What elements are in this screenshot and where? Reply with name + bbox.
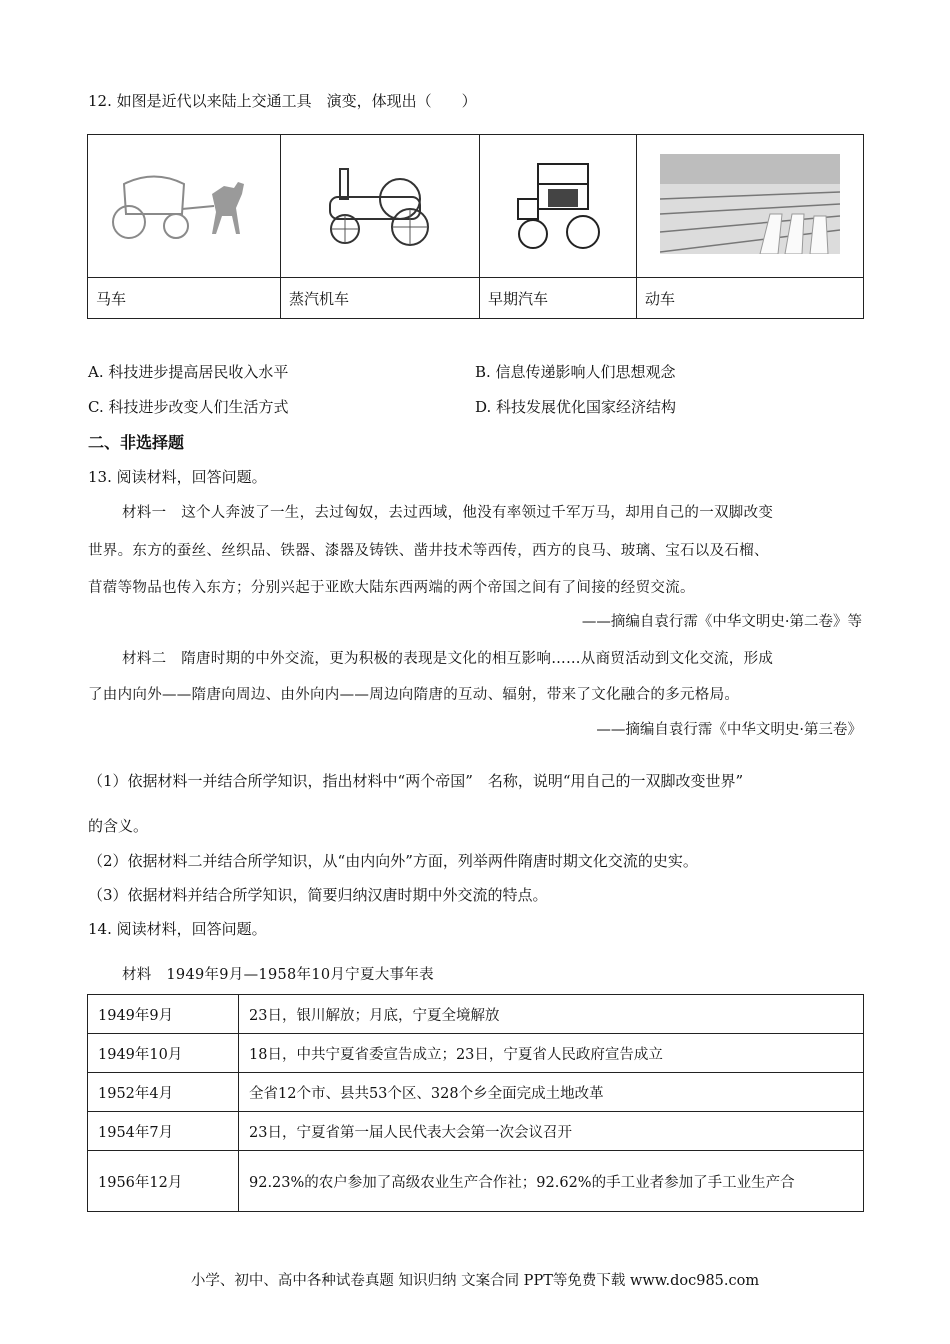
material-1-source: ——摘编自袁行霈《中华文明史·第二卷》等 <box>581 614 862 630</box>
event-date: 1949年9月 <box>88 995 239 1034</box>
sub-question-2: （2）依据材料二并结合所学知识，从“由内向外”方面，列举两件隋唐时期文化交流的史实。 <box>88 852 698 870</box>
vehicle-label: 马车 <box>88 278 281 319</box>
table-row <box>88 1034 864 1073</box>
steam-engine-icon <box>300 159 460 249</box>
question-12-stem: 12. 如图是近代以来陆上交通工具 演变，体现出（ ） <box>88 92 477 110</box>
sub-question-1-cont: 的含义。 <box>88 817 149 835</box>
option-b: B. 信息传递影响人们思想观念 <box>475 363 676 381</box>
page-footer: 小学、初中、高中各种试卷真题 知识归纳 文案合同 PPT等免费下载 www.doc985.com <box>190 1273 760 1289</box>
event-desc: 全省12个市、县共53个区、328个乡全面完成土地改革 <box>239 1073 864 1112</box>
table-title: 材料 1949年9月—1958年10月宁夏大事年表 <box>122 967 434 983</box>
event-date: 1952年4月 <box>88 1073 239 1112</box>
vehicle-label: 早期汽车 <box>480 278 637 319</box>
event-desc: 92.23%的农户参加了高级农业生产合作社；92.62%的手工业者参加了手工业生产合 <box>239 1151 864 1212</box>
option-c: C. 科技进步改变人们生活方式 <box>88 398 289 416</box>
material-1-line: 世界。东方的蚕丝、丝织品、铁器、漆器及铸铁、凿井技术等西传，西方的良马、玻璃、宝石以及石榴、 <box>88 543 769 559</box>
option-a: A. 科技进步提高居民收入水平 <box>88 363 289 381</box>
event-date: 1954年7月 <box>88 1112 239 1151</box>
material-2-source: ——摘编自袁行霈《中华文明史·第三卷》 <box>596 722 862 738</box>
vehicle-label: 动车 <box>637 278 864 319</box>
question-13-stem: 13. 阅读材料，回答问题。 <box>88 468 267 486</box>
vehicle-label: 蒸汽机车 <box>281 278 480 319</box>
material-1-line: 材料一 这个人奔波了一生，去过匈奴，去过西域，他没有率领过千军万马，却用自己的一双脚改变 <box>122 505 774 521</box>
material-2-line: 材料二 隋唐时期的中外交流，更为积极的表现是文化的相互影响……从商贸活动到文化交流，形成 <box>122 651 774 667</box>
vehicles-table <box>87 134 864 319</box>
option-d: D. 科技发展优化国家经济结构 <box>475 398 677 416</box>
bullet-train-cell <box>637 135 864 278</box>
question-14-stem: 14. 阅读材料，回答问题。 <box>88 920 267 938</box>
sub-question-3: （3）依据材料并结合所学知识，简要归纳汉唐时期中外交流的特点。 <box>88 886 548 904</box>
event-desc: 23日，银川解放；月底，宁夏全境解放 <box>239 995 864 1034</box>
carriage-icon <box>104 164 264 244</box>
section-title: 二、非选择题 <box>88 433 185 452</box>
table-row <box>88 1112 864 1151</box>
material-1-line: 苜蓿等物品也传入东方；分别兴起于亚欧大陆东西两端的两个帝国之间有了间接的经贸交流。 <box>88 580 695 596</box>
material-2-line: 了由内向外——隋唐向周边、由外向内——周边向隋唐的互动、辐射，带来了文化融合的多元格局。 <box>88 687 740 703</box>
carriage-cell <box>88 135 281 278</box>
early-car-icon <box>498 154 618 254</box>
table-row <box>88 1151 864 1212</box>
bullet-train-icon <box>660 154 840 254</box>
event-date: 1949年10月 <box>88 1034 239 1073</box>
event-desc: 23日，宁夏省第一届人民代表大会第一次会议召开 <box>239 1112 864 1151</box>
event-date: 1956年12月 <box>88 1151 239 1212</box>
event-desc: 18日，中共宁夏省委宣告成立；23日，宁夏省人民政府宣告成立 <box>239 1034 864 1073</box>
events-table <box>87 994 864 1212</box>
sub-question-1: （1）依据材料一并结合所学知识，指出材料中“两个帝国” 名称，说明“用自己的一双脚改变世界” <box>88 772 744 790</box>
steam-engine-cell <box>281 135 480 278</box>
early-car-cell <box>480 135 637 278</box>
table-row <box>88 1073 864 1112</box>
table-row <box>88 995 864 1034</box>
